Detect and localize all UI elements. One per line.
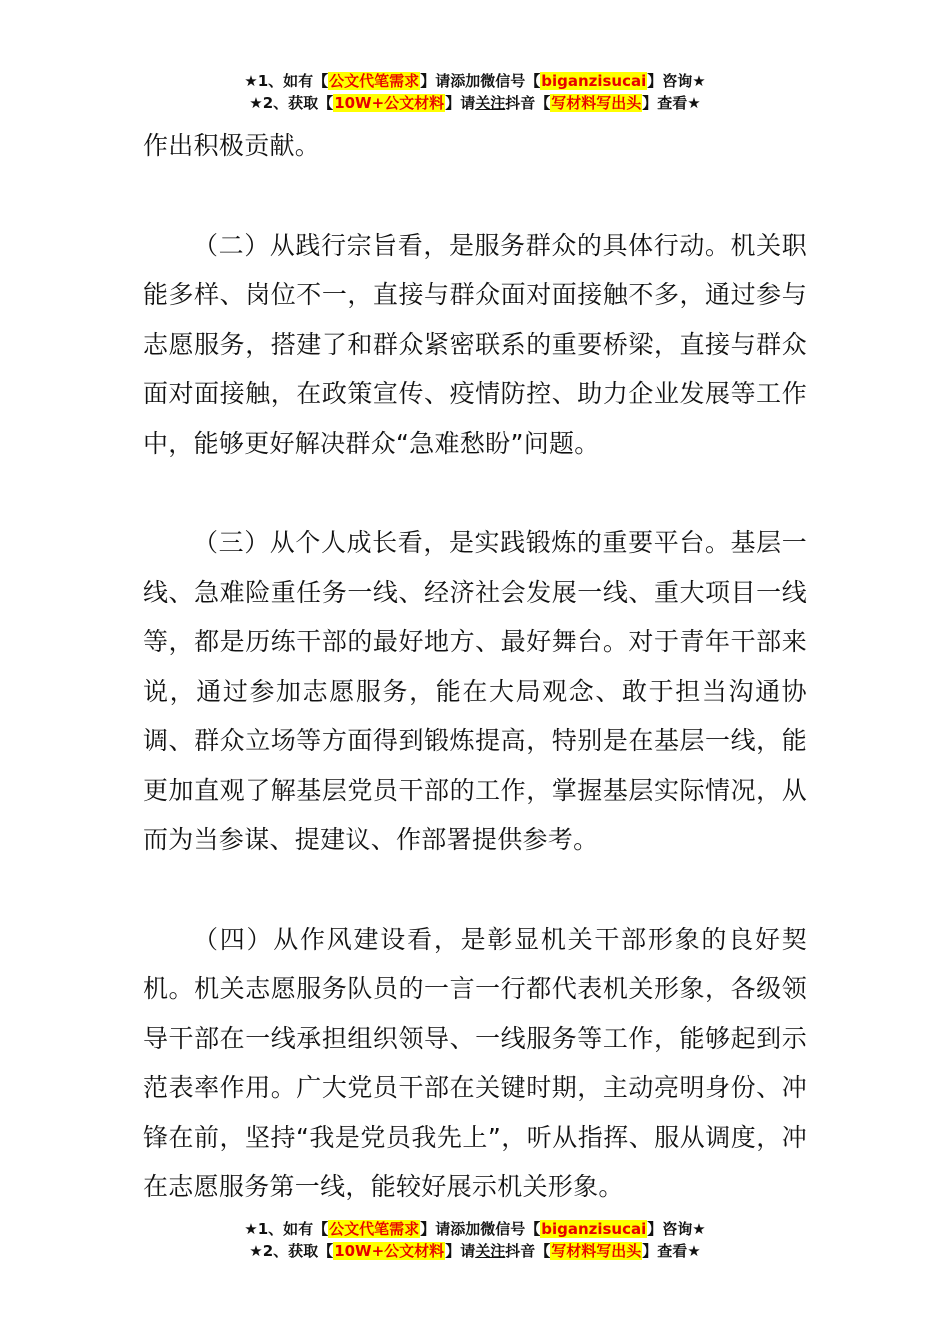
- promo-text: 】请: [445, 94, 476, 112]
- promo-text: 】咨询★: [647, 1220, 706, 1238]
- promo-text: 】请: [445, 1242, 476, 1260]
- promo-highlight-service: 公文代笔需求: [329, 1220, 420, 1238]
- promo-text: 】请添加微信号【: [420, 1220, 541, 1238]
- paragraph-continuation: 作出积极贡献。: [143, 131, 321, 160]
- douyin-account-highlight[interactable]: 写材料写出头: [551, 94, 642, 112]
- promo-text: 】请添加微信号【: [420, 72, 541, 90]
- paragraph-2: （二）从践行宗旨看，是服务群众的具体行动。机关职能多样、岗位不一，直接与群众面对面接触不多，通过参与志愿服务，搭建了和群众紧密联系的重要桥梁，直接与群众面对面接触，在政策宣传、疫情防控、助力企业发展等工作中，能够更好解决群众“急难愁盼”问题。: [143, 230, 807, 458]
- promo-text: 抖音【: [505, 94, 551, 112]
- promo-text: 】查看★: [642, 94, 701, 112]
- document-body: [143, 121, 807, 1212]
- promo-text: ★2、获取【: [249, 1242, 334, 1260]
- paragraph-4: （四）从作风建设看，是彰显机关干部形象的良好契机。机关志愿服务队员的一言一行都代表机关形象，各级领导干部在一线承担组织领导、一线服务等工作，能够起到示范表率作用。广大党员干部在关键时期，主动亮明身份、冲锋在前，坚持“我是党员我先上”，听从指挥、服从调度，冲在志愿服务第一线，能较好展示机关形象。: [143, 924, 807, 1201]
- promo-highlight-materials: 10W+公文材料: [334, 94, 445, 112]
- promo-text: 抖音【: [505, 1242, 551, 1260]
- header-promo-banner: [0, 70, 950, 114]
- wechat-id-highlight[interactable]: biganzisucai: [541, 1220, 647, 1238]
- promo-text: 】查看★: [642, 1242, 701, 1260]
- promo-text: ★2、获取【: [249, 94, 334, 112]
- promo-follow-text: 关注: [475, 1242, 506, 1260]
- promo-text: ★1、如有【: [244, 72, 329, 90]
- douyin-account-highlight[interactable]: 写材料写出头: [551, 1242, 642, 1260]
- promo-text: 】咨询★: [647, 72, 706, 90]
- promo-line-2: [0, 92, 950, 114]
- promo-line-1: [0, 70, 950, 92]
- promo-line-2: [0, 1240, 950, 1262]
- promo-follow-text: 关注: [475, 94, 506, 112]
- footer-promo-banner: [0, 1218, 950, 1262]
- wechat-id-highlight[interactable]: biganzisucai: [541, 72, 647, 90]
- paragraph-3: （三）从个人成长看，是实践锻炼的重要平台。基层一线、急难险重任务一线、经济社会发展一线、重大项目一线等，都是历练干部的最好地方、最好舞台。对于青年干部来说，通过参加志愿服务，能在大局观念、敢于担当沟通协调、群众立场等方面得到锻炼提高，特别是在基层一线，能更加直观了解基层党员干部的工作，掌握基层实际情况，从而为当参谋、提建议、作部署提供参考。: [143, 528, 807, 854]
- promo-highlight-service: 公文代笔需求: [329, 72, 420, 90]
- promo-text: ★1、如有【: [244, 1220, 329, 1238]
- promo-line-1: [0, 1218, 950, 1240]
- promo-highlight-materials: 10W+公文材料: [334, 1242, 445, 1260]
